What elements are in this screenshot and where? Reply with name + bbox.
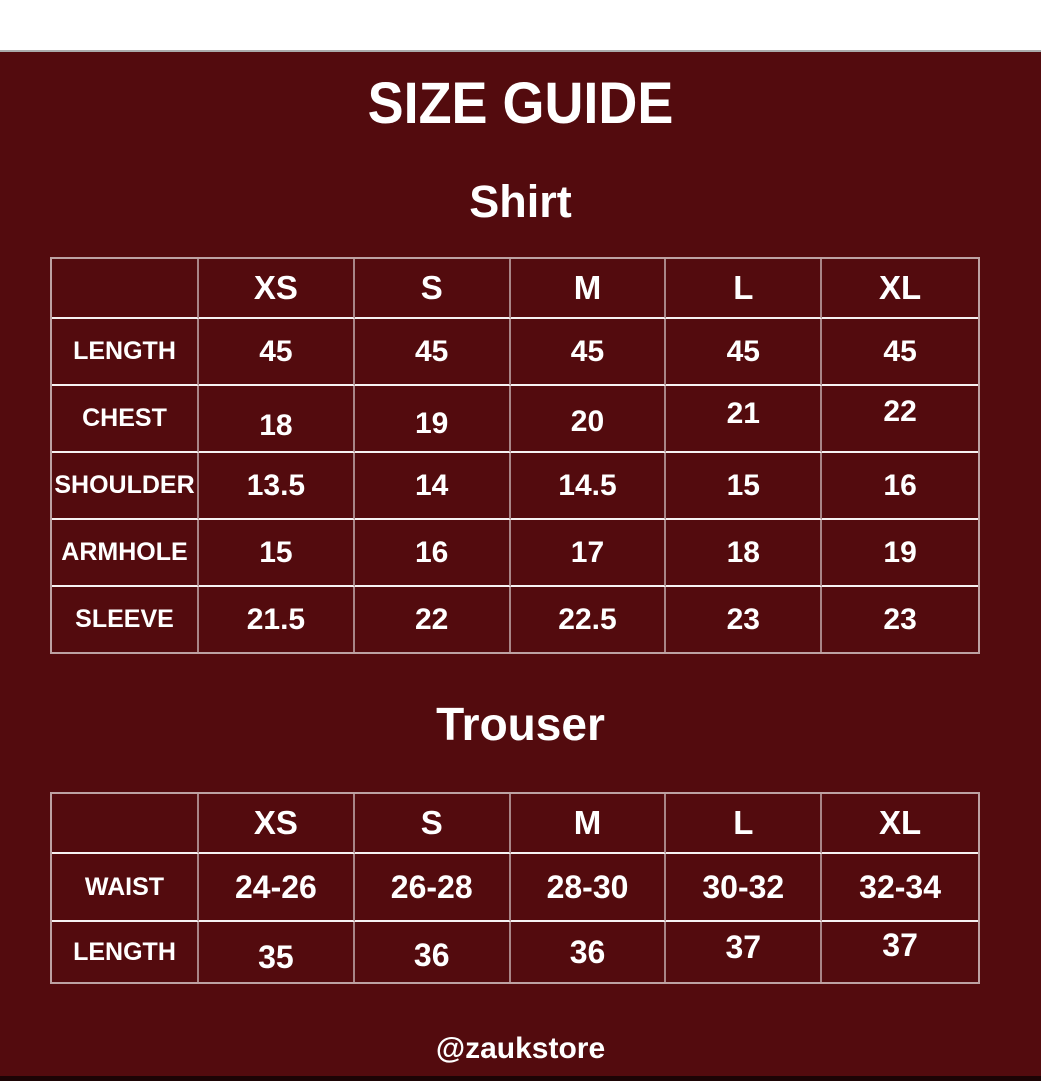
trouser-col-header-l: L [666,794,822,854]
size-value-cell [511,319,667,386]
shirt-armhole-row [52,520,978,587]
footer-handle: @zaukstore [435,1032,606,1065]
size-value-cell [666,587,822,652]
size-value-cell [355,520,511,587]
trouser-length-row-label: LENGTH [52,922,199,982]
shirt-shoulder-row [52,453,978,520]
shirt-sleeve-row [52,587,978,652]
size-value: 23 [883,602,917,636]
size-value-cell [666,386,822,453]
size-value-cell [199,453,355,520]
trouser-col-header-xl: XL [822,794,978,854]
size-value-cell [199,319,355,386]
size-value: 18 [726,535,760,569]
trouser-col-header-xs: XS [199,794,355,854]
size-value-cell [666,319,822,386]
shirt-corner-cell [52,259,199,319]
size-value-cell [666,520,822,587]
size-value: 22.5 [558,602,617,636]
size-value: 13.5 [246,468,306,502]
size-value: 14.5 [558,468,617,502]
size-value: 16 [883,468,917,502]
size-value-cell [199,386,355,453]
size-value: 21.5 [246,602,306,636]
size-value: 19 [415,406,449,440]
trouser-section-heading: Trouser [436,698,605,750]
size-value: 45 [259,334,293,368]
size-value: 16 [415,535,449,569]
size-value: 45 [883,334,917,368]
bottom-strip [0,1076,1041,1081]
shirt-section-heading: Shirt [469,176,572,227]
size-value-cell [822,319,978,386]
size-value-cell [355,386,511,453]
shirt-header-row [52,259,978,319]
size-value-cell [822,520,978,587]
size-value: 37 [882,926,918,963]
page-title: SIZE GUIDE [367,71,674,136]
shirt-sleeve-row-label: SLEEVE [52,587,199,652]
trouser-corner-cell [52,794,199,854]
size-value-cell [199,587,355,652]
size-value: 36 [569,933,606,970]
size-value-cell [511,922,667,982]
size-value-cell [822,386,978,453]
trouser-col-header-s: S [355,794,511,854]
shirt-armhole-row-label: ARMHOLE [52,520,199,587]
size-value: 45 [726,334,760,368]
size-value: 19 [883,535,917,569]
trouser-waist-row-label: WAIST [52,854,199,922]
size-value: 15 [726,468,760,502]
size-value: 35 [258,938,294,975]
size-value-cell [511,520,667,587]
shirt-chest-row-label: CHEST [52,386,199,453]
size-value: 20 [570,404,605,438]
size-value: 30-32 [702,868,785,905]
shirt-col-header-m: M [511,259,667,319]
size-value-cell [355,319,511,386]
trouser-size-table [50,792,980,984]
size-value-cell [666,854,822,922]
size-value-cell [511,587,667,652]
shirt-shoulder-row-label: SHOULDER [52,453,199,520]
size-value: 36 [413,936,450,973]
shirt-col-header-s: S [355,259,511,319]
size-value: 22 [883,394,917,428]
size-value: 17 [570,535,605,569]
size-value-cell [822,854,978,922]
size-value-cell [666,453,822,520]
shirt-length-row [52,319,978,386]
size-value: 32-34 [859,868,942,905]
size-value: 24-26 [234,868,317,905]
size-value-cell [822,922,978,982]
trouser-header-row [52,794,978,854]
size-value: 18 [259,408,293,442]
size-value-cell [511,854,667,922]
trouser-waist-row [52,854,978,922]
shirt-size-table [50,257,980,654]
shirt-col-header-xs: XS [199,259,355,319]
size-value-cell [822,453,978,520]
trouser-length-row [52,922,978,982]
size-value-cell [355,922,511,982]
shirt-col-header-xl: XL [822,259,978,319]
size-value: 28-30 [546,868,629,905]
size-value: 23 [726,602,760,636]
size-value: 26-28 [390,868,473,905]
size-value-cell [355,453,511,520]
size-value: 37 [725,928,762,965]
size-value: 21 [726,396,760,430]
top-white-bar [0,0,1041,52]
size-value: 45 [415,334,449,368]
size-value-cell [199,520,355,587]
size-value-cell [199,854,355,922]
shirt-col-header-l: L [666,259,822,319]
trouser-col-header-m: M [511,794,667,854]
size-value-cell [511,453,667,520]
shirt-length-row-label: LENGTH [52,319,199,386]
size-value: 14 [415,468,449,502]
size-value-cell [355,854,511,922]
size-value-cell [666,922,822,982]
size-value-cell [355,587,511,652]
shirt-chest-row [52,386,978,453]
size-value-cell [511,386,667,453]
size-value: 45 [570,334,605,368]
size-value: 22 [415,602,449,636]
size-value-cell [822,587,978,652]
size-value-cell [199,922,355,982]
size-value: 15 [259,535,293,569]
